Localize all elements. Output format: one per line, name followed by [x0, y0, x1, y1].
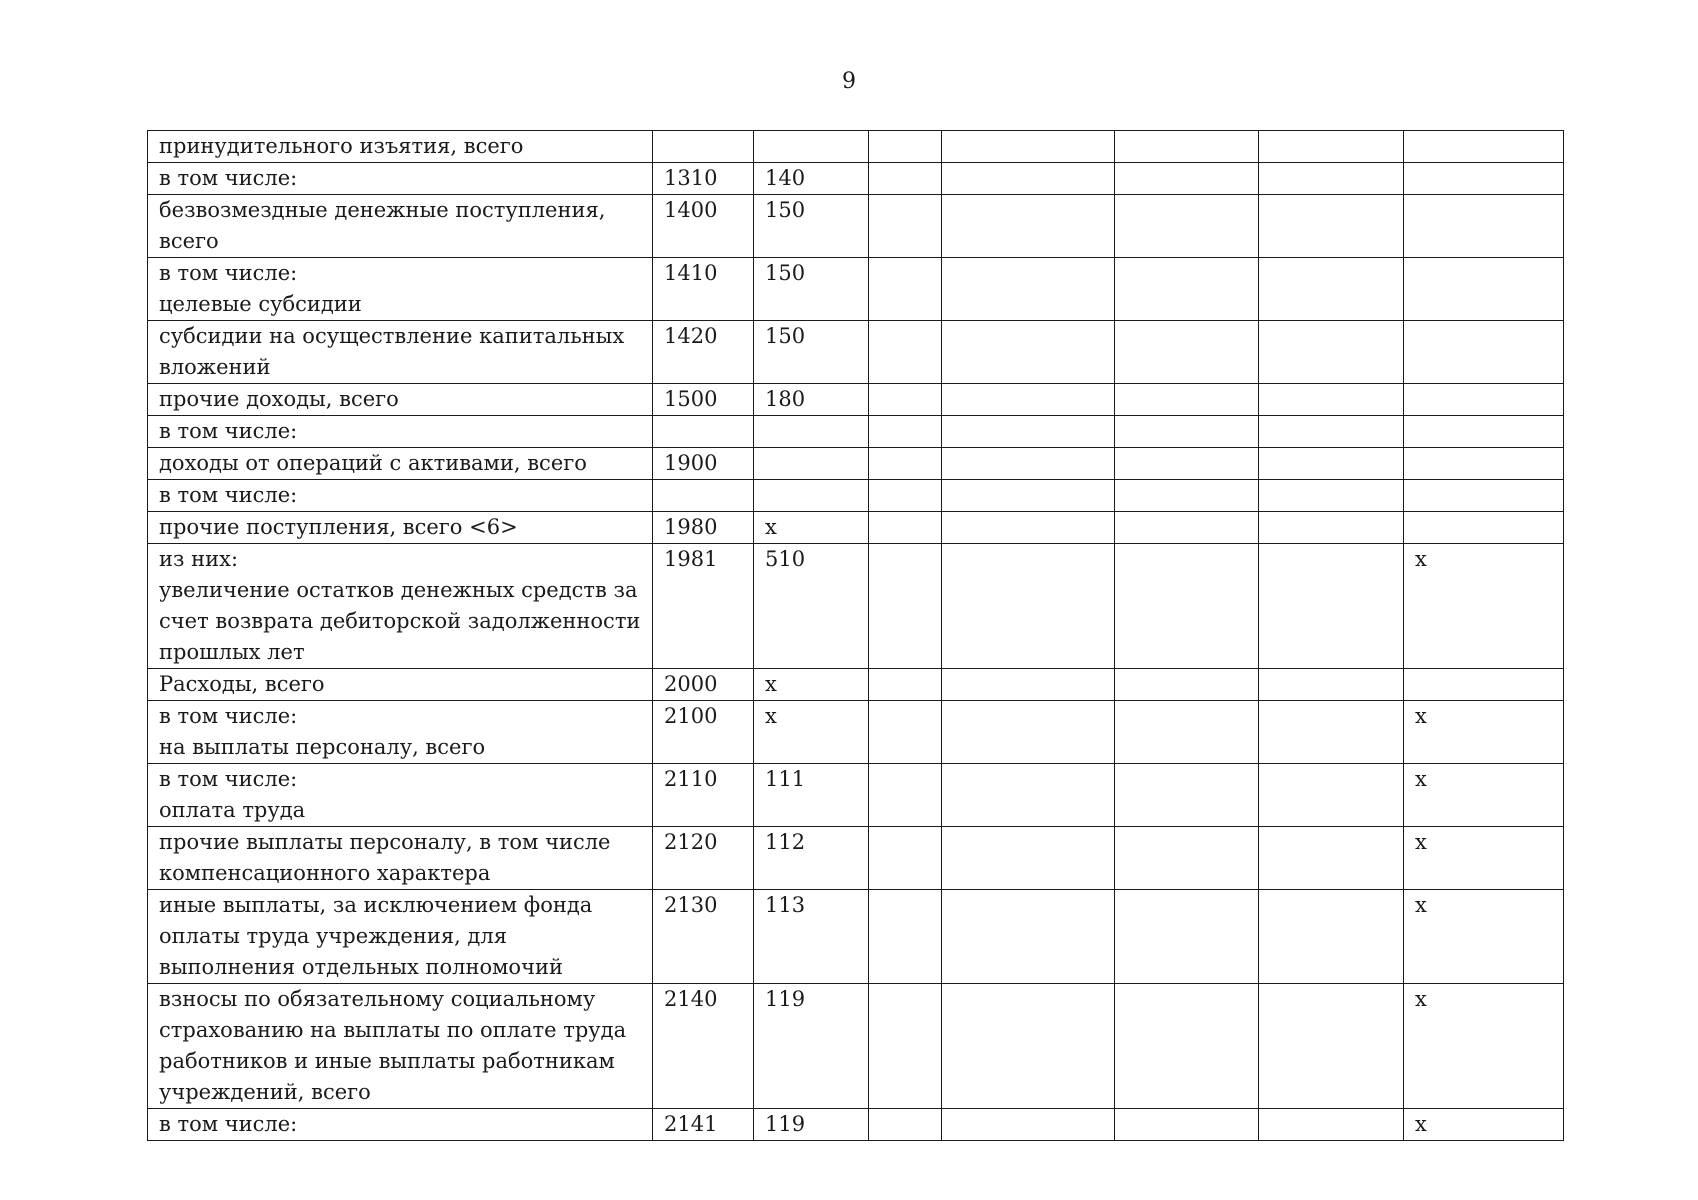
classifier-code-cell: х	[754, 512, 869, 544]
table-row	[148, 1109, 1564, 1141]
amount-cell	[869, 512, 942, 544]
amount-cell	[1259, 764, 1404, 827]
classifier-code-cell: 150	[754, 321, 869, 384]
amount-cell	[942, 258, 1115, 321]
classifier-code-cell: 112	[754, 827, 869, 890]
amount-cell	[1115, 701, 1259, 764]
table-body	[148, 131, 1564, 1141]
table-row	[148, 258, 1564, 321]
amount-cell	[1259, 195, 1404, 258]
amount-cell	[869, 131, 942, 163]
table-row	[148, 416, 1564, 448]
amount-cell	[1404, 512, 1564, 544]
amount-cell	[869, 480, 942, 512]
line-code-cell	[653, 480, 754, 512]
budget-table	[147, 130, 1564, 1141]
amount-cell	[1259, 984, 1404, 1109]
classifier-code-cell: 510	[754, 544, 869, 669]
row-name-cell: в том числе:	[148, 480, 653, 512]
amount-cell	[942, 163, 1115, 195]
row-name-cell: в том числе:	[148, 163, 653, 195]
classifier-code-cell: х	[754, 669, 869, 701]
classifier-code-cell: 119	[754, 1109, 869, 1141]
amount-cell	[1115, 890, 1259, 984]
amount-cell	[1259, 321, 1404, 384]
classifier-code-cell	[754, 480, 869, 512]
line-code-cell: 1900	[653, 448, 754, 480]
table-row	[148, 984, 1564, 1109]
classifier-code-cell: 119	[754, 984, 869, 1109]
amount-cell	[1115, 512, 1259, 544]
table-row	[148, 827, 1564, 890]
amount-cell	[1259, 701, 1404, 764]
table-row	[148, 480, 1564, 512]
table-row	[148, 669, 1564, 701]
amount-cell	[869, 669, 942, 701]
row-name-cell: Расходы, всего	[148, 669, 653, 701]
line-code-cell: 2130	[653, 890, 754, 984]
amount-cell	[1404, 258, 1564, 321]
amount-cell: х	[1404, 701, 1564, 764]
table-row	[148, 890, 1564, 984]
line-code-cell	[653, 416, 754, 448]
amount-cell	[942, 764, 1115, 827]
line-code-cell: 2140	[653, 984, 754, 1109]
line-code-cell: 2141	[653, 1109, 754, 1141]
amount-cell	[942, 701, 1115, 764]
table-row	[148, 384, 1564, 416]
amount-cell	[942, 544, 1115, 669]
line-code-cell: 1980	[653, 512, 754, 544]
row-name-cell: в том числе: целевые субсидии	[148, 258, 653, 321]
amount-cell	[1115, 448, 1259, 480]
line-code-cell: 1410	[653, 258, 754, 321]
row-name-cell: принудительного изъятия, всего	[148, 131, 653, 163]
amount-cell	[869, 384, 942, 416]
amount-cell	[1259, 448, 1404, 480]
amount-cell	[1404, 131, 1564, 163]
row-name-cell: в том числе:	[148, 416, 653, 448]
amount-cell	[1259, 384, 1404, 416]
line-code-cell	[653, 131, 754, 163]
amount-cell	[1115, 984, 1259, 1109]
line-code-cell: 1500	[653, 384, 754, 416]
amount-cell	[1115, 827, 1259, 890]
amount-cell	[1404, 195, 1564, 258]
amount-cell	[869, 258, 942, 321]
table-row	[148, 512, 1564, 544]
line-code-cell: 1981	[653, 544, 754, 669]
amount-cell	[1259, 544, 1404, 669]
amount-cell: х	[1404, 1109, 1564, 1141]
line-code-cell: 2100	[653, 701, 754, 764]
amount-cell	[942, 321, 1115, 384]
amount-cell: х	[1404, 827, 1564, 890]
amount-cell	[1115, 131, 1259, 163]
classifier-code-cell: 111	[754, 764, 869, 827]
classifier-code-cell	[754, 131, 869, 163]
classifier-code-cell: 113	[754, 890, 869, 984]
amount-cell	[1404, 384, 1564, 416]
table-row	[148, 163, 1564, 195]
amount-cell	[1115, 669, 1259, 701]
row-name-cell: доходы от операций с активами, всего	[148, 448, 653, 480]
amount-cell	[869, 544, 942, 669]
page-number: 9	[842, 69, 856, 94]
row-name-cell: из них: увеличение остатков денежных средств за счет возврата дебиторской задолженности прошлых лет	[148, 544, 653, 669]
row-name-cell: в том числе:	[148, 1109, 653, 1141]
amount-cell	[869, 1109, 942, 1141]
amount-cell	[1404, 448, 1564, 480]
amount-cell	[1115, 384, 1259, 416]
amount-cell	[869, 764, 942, 827]
amount-cell	[869, 701, 942, 764]
amount-cell	[942, 384, 1115, 416]
amount-cell	[942, 669, 1115, 701]
line-code-cell: 1310	[653, 163, 754, 195]
amount-cell	[942, 448, 1115, 480]
amount-cell	[942, 131, 1115, 163]
amount-cell	[1115, 480, 1259, 512]
amount-cell: х	[1404, 764, 1564, 827]
classifier-code-cell	[754, 448, 869, 480]
amount-cell	[942, 827, 1115, 890]
amount-cell	[1115, 1109, 1259, 1141]
amount-cell	[1115, 163, 1259, 195]
amount-cell	[869, 416, 942, 448]
amount-cell	[1259, 669, 1404, 701]
row-name-cell: прочие поступления, всего <6>	[148, 512, 653, 544]
table-row	[148, 544, 1564, 669]
row-name-cell: безвозмездные денежные поступления, всего	[148, 195, 653, 258]
amount-cell	[1259, 480, 1404, 512]
amount-cell	[1259, 1109, 1404, 1141]
row-name-cell: прочие доходы, всего	[148, 384, 653, 416]
amount-cell	[869, 984, 942, 1109]
amount-cell	[1115, 764, 1259, 827]
amount-cell	[1115, 544, 1259, 669]
amount-cell	[1259, 512, 1404, 544]
line-code-cell: 2110	[653, 764, 754, 827]
amount-cell	[1115, 258, 1259, 321]
amount-cell	[942, 195, 1115, 258]
classifier-code-cell: 150	[754, 258, 869, 321]
amount-cell	[942, 512, 1115, 544]
amount-cell	[1404, 163, 1564, 195]
classifier-code-cell	[754, 416, 869, 448]
amount-cell	[942, 1109, 1115, 1141]
row-name-cell: прочие выплаты персоналу, в том числе компенсационного характера	[148, 827, 653, 890]
amount-cell	[869, 890, 942, 984]
line-code-cell: 1420	[653, 321, 754, 384]
row-name-cell: в том числе: оплата труда	[148, 764, 653, 827]
table-row	[148, 764, 1564, 827]
row-name-cell: взносы по обязательному социальному страхованию на выплаты по оплате труда работников и иные выплаты работникам учреждений, всего	[148, 984, 653, 1109]
classifier-code-cell: х	[754, 701, 869, 764]
amount-cell	[1404, 669, 1564, 701]
amount-cell	[942, 984, 1115, 1109]
amount-cell: х	[1404, 890, 1564, 984]
line-code-cell: 2120	[653, 827, 754, 890]
amount-cell	[942, 890, 1115, 984]
amount-cell	[1404, 416, 1564, 448]
amount-cell	[942, 480, 1115, 512]
amount-cell	[1259, 131, 1404, 163]
amount-cell	[869, 195, 942, 258]
line-code-cell: 1400	[653, 195, 754, 258]
amount-cell	[1115, 195, 1259, 258]
table-row	[148, 448, 1564, 480]
table-row	[148, 321, 1564, 384]
amount-cell	[1259, 163, 1404, 195]
row-name-cell: в том числе: на выплаты персоналу, всего	[148, 701, 653, 764]
classifier-code-cell: 180	[754, 384, 869, 416]
table-row	[148, 195, 1564, 258]
amount-cell	[1115, 321, 1259, 384]
amount-cell	[1115, 416, 1259, 448]
amount-cell	[869, 448, 942, 480]
amount-cell	[869, 163, 942, 195]
table-row	[148, 131, 1564, 163]
amount-cell	[1259, 827, 1404, 890]
amount-cell	[1259, 258, 1404, 321]
amount-cell	[1404, 321, 1564, 384]
amount-cell	[1259, 416, 1404, 448]
amount-cell	[1259, 890, 1404, 984]
amount-cell	[942, 416, 1115, 448]
amount-cell	[869, 827, 942, 890]
line-code-cell: 2000	[653, 669, 754, 701]
row-name-cell: субсидии на осуществление капитальных вложений	[148, 321, 653, 384]
amount-cell: х	[1404, 544, 1564, 669]
amount-cell	[869, 321, 942, 384]
classifier-code-cell: 140	[754, 163, 869, 195]
classifier-code-cell: 150	[754, 195, 869, 258]
amount-cell: х	[1404, 984, 1564, 1109]
row-name-cell: иные выплаты, за исключением фонда оплаты труда учреждения, для выполнения отдельных полномочий	[148, 890, 653, 984]
table-row	[148, 701, 1564, 764]
amount-cell	[1404, 480, 1564, 512]
